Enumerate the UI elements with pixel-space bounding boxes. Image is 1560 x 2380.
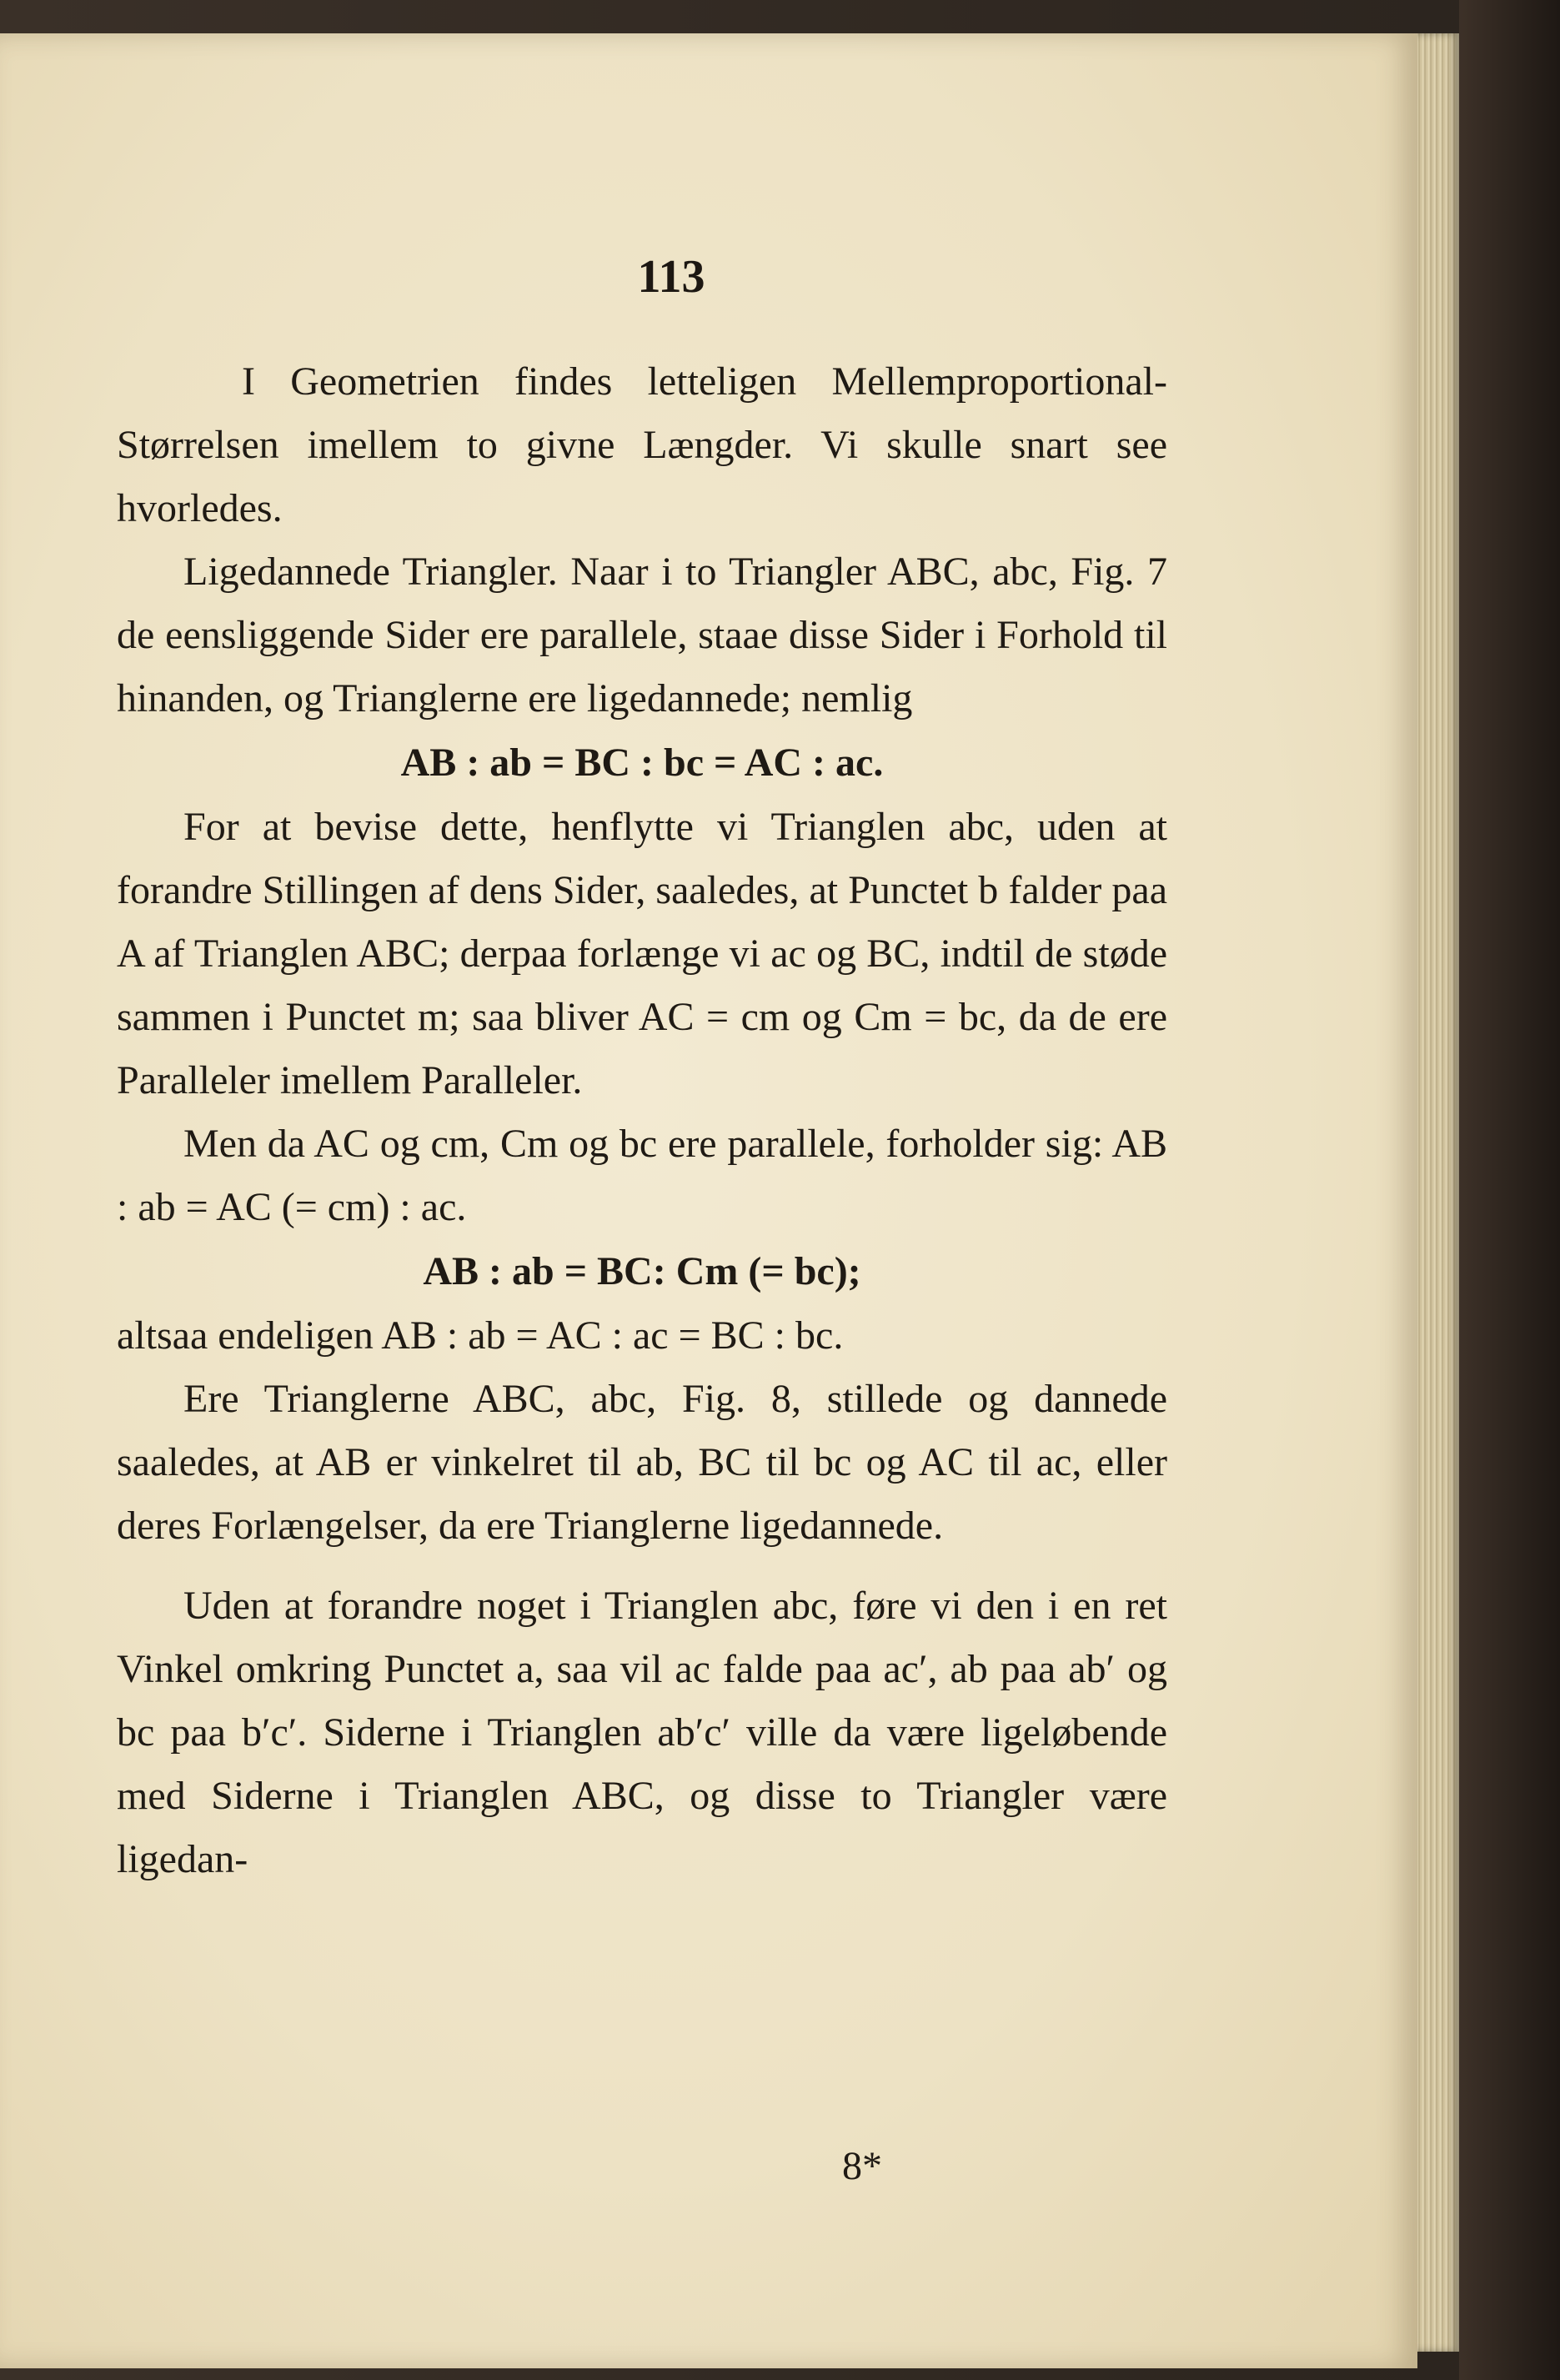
formula-1: AB : ab = BC : bc = AC : ac. [400,741,884,785]
paragraph-4: Men da AC og cm, Cm og bc ere parallele, forholder sig: AB : ab = AC (= cm) : ac. [117,1122,1167,1229]
body-text [117,350,1167,1891]
catchword: 8* [842,2144,882,2188]
paragraph-1: I Geometrien findes letteligen Mellemproportional-Størrelsen imellem to givne Længder. Vi skulle snart see hvorledes. [117,359,1167,530]
book-cover [1459,0,1560,2380]
paragraph-2: Ligedannede Triangler. Naar i to Triangler ABC, abc, Fig. 7 de eensliggende Sider ere parallele, staae disse Sider i Forhold til hinanden, og Trianglerne ere ligedannede; nemlig [117,550,1167,721]
formula-2: AB : ab = BC: Cm (= bc); [423,1249,861,1293]
paragraph-7: Uden at forandre noget i Trianglen abc, føre vi den i en ret Vinkel omkring Punctet a, saa vil ac falde paa ac′, ab paa ab′ og bc paa b′c′. Siderne i Trianglen ab′c′ ville da være ligeløbende med Siderne i Trianglen ABC, og disse to Triangler være ligedan- [117,1584,1167,1881]
paragraph-3: For at bevise dette, henflytte vi Trianglen abc, uden at forandre Stillingen af dens Sider, saaledes, at Punctet b falder paa A af Trianglen ABC; derpaa forlænge vi ac og BC, indtil de støde sammen i Punctet m; saa bliver AC = cm og Cm = bc, da de ere Paralleler imellem Paralleler. [117,805,1167,1102]
paragraph-5: altsaa endeligen AB : ab = AC : ac = BC : bc. [117,1313,844,1358]
paragraph-6: Ere Trianglerne ABC, abc, Fig. 8, stillede og dannede saaledes, at AB er vinkelret til ab, BC til bc og AC til ac, eller deres Forlængelser, da ere Trianglerne ligedannede. [117,1377,1167,1548]
page-number: 113 [637,251,705,303]
